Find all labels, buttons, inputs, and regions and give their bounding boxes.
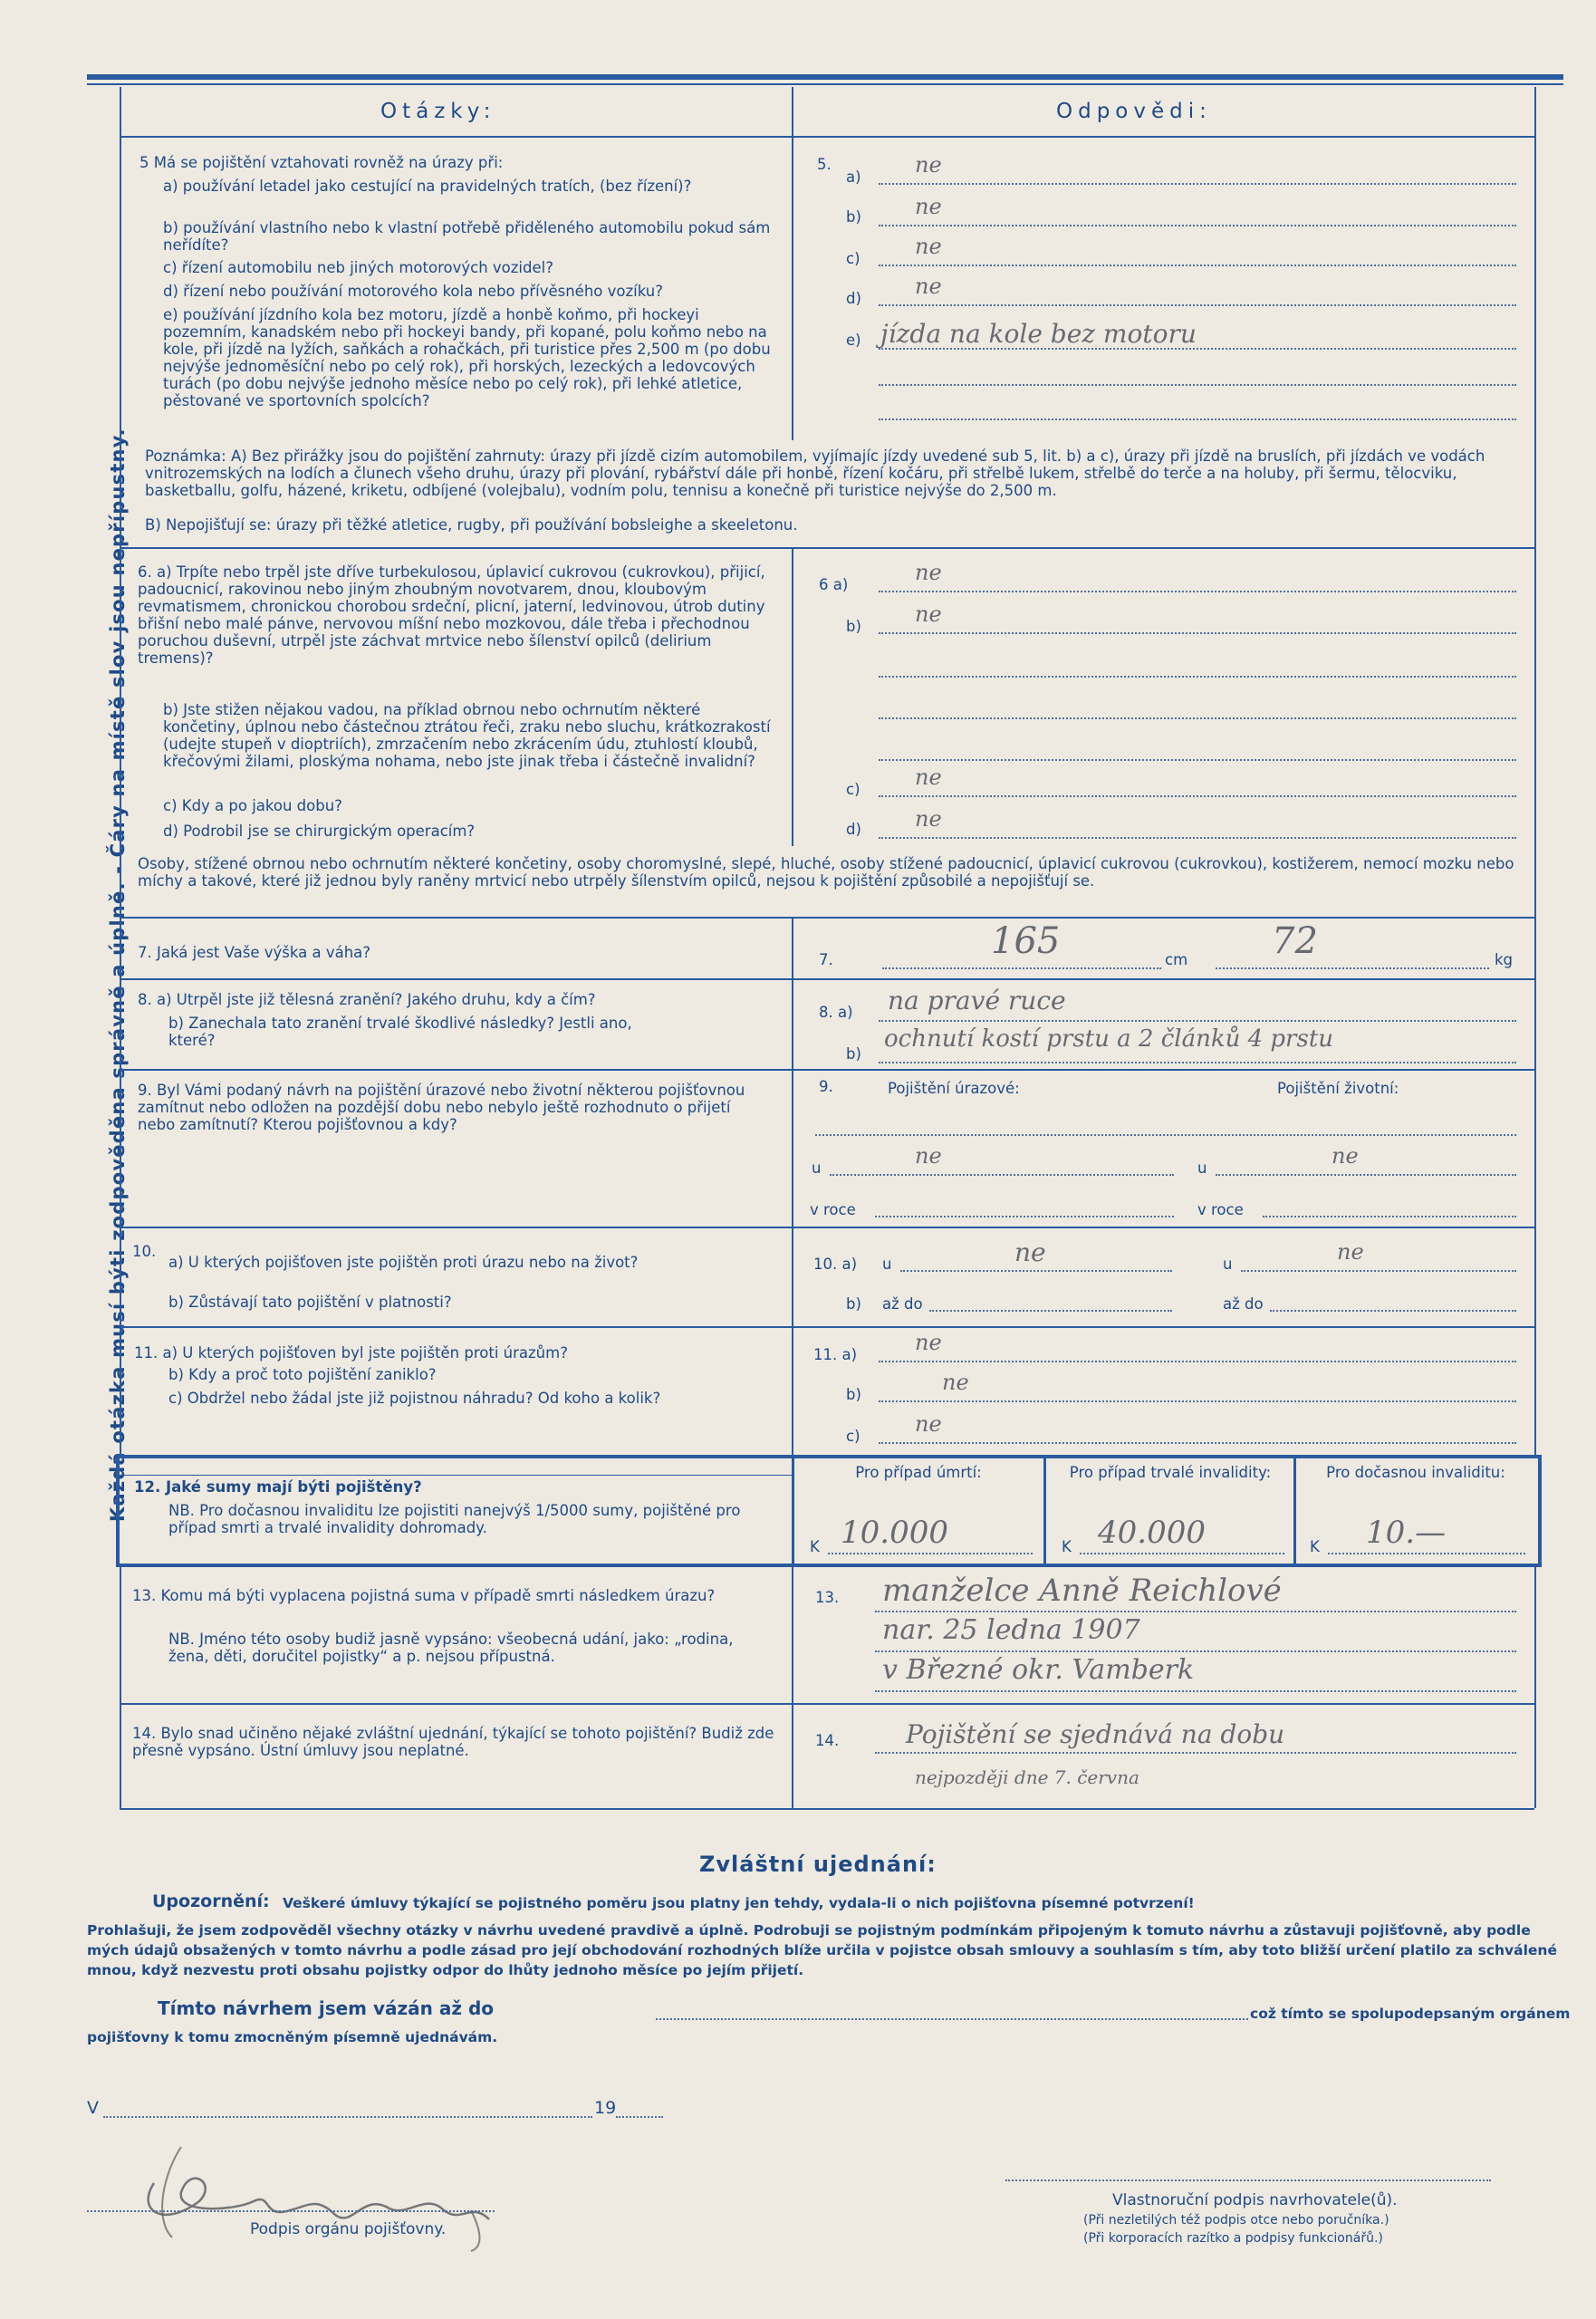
q9-num: 9. bbox=[819, 1078, 833, 1095]
rule-after-q9 bbox=[120, 1227, 1534, 1228]
q9-acc-label: Pojištění úrazové: bbox=[888, 1080, 1020, 1097]
top-rule bbox=[87, 74, 1563, 80]
q9-u-1-line bbox=[830, 1174, 1174, 1176]
place-line bbox=[103, 2116, 592, 2118]
q5-ans-num: 5. bbox=[817, 156, 832, 173]
q9-roce-2: v roce bbox=[1197, 1201, 1244, 1218]
q14-line1 bbox=[875, 1752, 1516, 1754]
q12-divider-3 bbox=[1293, 1458, 1296, 1564]
q10-b: b) Zůstávají tato pojištění v platnosti? bbox=[168, 1294, 452, 1311]
q5-ans-d: ne bbox=[915, 274, 942, 299]
q12-divider-2 bbox=[1043, 1458, 1046, 1564]
q5-ans-e-label: e) bbox=[846, 332, 861, 349]
rule-after-q13 bbox=[120, 1703, 1534, 1705]
q10-u-2: u bbox=[1223, 1256, 1233, 1273]
q6-ans-b: ne bbox=[915, 601, 942, 627]
q6-c: c) Kdy a po jakou dobu? bbox=[163, 797, 342, 814]
q6-ans-d-label: d) bbox=[846, 821, 861, 838]
q11-ans-a-label: 11. a) bbox=[813, 1346, 858, 1363]
left-border bbox=[120, 87, 121, 1455]
q10-u-1: u bbox=[882, 1256, 892, 1273]
q5-ans-a-line bbox=[879, 183, 1516, 185]
q9-u-2: u bbox=[1197, 1160, 1207, 1177]
top-rule-thin bbox=[87, 83, 1563, 85]
q10-a: a) U kterých pojišťoven jste pojištěn proti úrazu nebo na život? bbox=[168, 1254, 639, 1271]
place-v: V bbox=[87, 2098, 99, 2118]
q6-ans-c-label: c) bbox=[846, 781, 860, 798]
q13-nb: NB. Jméno této osoby budiž jasně vypsáno: všeobecná udání, jako: „rodina, žena, děti, doručitel pojistky“ a p. nejsou přípustná. bbox=[168, 1631, 734, 1665]
q14-ans-2: nejpozději dne 7. června bbox=[915, 1766, 1139, 1788]
q5-ans-e-line2 bbox=[879, 384, 1516, 386]
year-line bbox=[616, 2116, 663, 2118]
q10-num: 10. bbox=[132, 1243, 157, 1260]
q11-ans-c-label: c) bbox=[846, 1428, 860, 1445]
q5-ans-c-line bbox=[879, 265, 1516, 266]
bound-label: Tímto návrhem jsem vázán až do bbox=[158, 1997, 494, 2019]
q12-k2: K bbox=[1062, 1538, 1072, 1555]
q7-height-line bbox=[882, 967, 1161, 969]
q9-u-2-line bbox=[1216, 1174, 1516, 1176]
header-rule bbox=[120, 136, 1534, 138]
special-title: Zvláštní ujednání: bbox=[699, 1852, 937, 1877]
q6-d: d) Podrobil jse se chirurgickým operacím? bbox=[163, 823, 476, 840]
q12-h2: Pro případ trvalé invalidity: bbox=[1069, 1464, 1272, 1481]
q6-a: 6. a) Trpíte nebo trpěl jste dříve turbekulosou, úplavicí cukrovou (cukrovkou), přijicí, padoucnicí, rakovinou nebo jiným zhoubným novotvarem, dnou, kloubovým revmatismem, chronickou chorobou srdeční, plicní, jaterní, ledvinovou, útrob dutiny břišní nebo malé pánve, nervovou míšní nebo mozkovou, dále třeba i přechodnou poruchou duševní, utrpěl jste záchvat mrtvice nebo šílenství opilců (delirium tremens)? bbox=[138, 563, 765, 667]
q10-ans1: ne bbox=[1014, 1237, 1046, 1267]
q5-ans-d-label: d) bbox=[846, 290, 861, 307]
q5-ans-a-label: a) bbox=[846, 168, 861, 186]
q12-v2: 40.000 bbox=[1098, 1515, 1206, 1551]
q7-kg: kg bbox=[1495, 951, 1514, 968]
rule-after-q8 bbox=[120, 1069, 1534, 1071]
q6-b: b) Jste stižen nějakou vadou, na příklad obrnou nebo ochrnutím některé končetiny, úplnou nebo částečnou ztrátou řeči, zraku nebo sluchu, krátkozrakostí (udejte stupeň v dioptriích), zmrzačením nebo zkrácením údu, ztuhlostí kloubů, křečovými žilami, ploskýma nohama, nebo jste jinak třeba i částečně invalidní? bbox=[163, 701, 771, 770]
agent-signature-line bbox=[87, 2210, 495, 2212]
left-border-lower bbox=[120, 1564, 121, 1808]
q13-line1 bbox=[875, 1611, 1516, 1612]
right-border bbox=[1534, 87, 1536, 1455]
bound-c: pojišťovny k tomu zmocněným písemně ujednávám. bbox=[87, 2029, 498, 2045]
warning-text: Veškeré úmluvy týkající se pojistného poměru jsou platny jen tehdy, vydala-li o nich pojišťovna písemné potvrzení! bbox=[283, 1895, 1195, 1911]
q10-az-do-2: až do bbox=[1223, 1295, 1264, 1313]
q7-weight-line bbox=[1216, 967, 1489, 969]
rule-after-q14 bbox=[120, 1808, 1534, 1810]
q10-u-1-line bbox=[900, 1270, 1172, 1272]
q6-ans-c: ne bbox=[915, 765, 942, 790]
q6-footer: Osoby, stížené obrnou nebo ochrnutím některé končetiny, osoby choromyslné, slepé, hluché, osoby stížené padoucnicí, úplavicí cukrovou (cukrovkou), kostižerem, nemocí mozku nebo míchy a takové, které již jednou byly raněny mrtvicí nebo utrpěly šílenstvím opilců, nejsou k pojištění způsobilé a nepojišťují se. bbox=[138, 855, 1514, 890]
q13-line2 bbox=[875, 1650, 1516, 1652]
q10-az-do-1-line bbox=[929, 1310, 1172, 1312]
q9-roce-2-line bbox=[1263, 1216, 1516, 1217]
q11-ans-b: ne bbox=[942, 1370, 969, 1395]
q5-lead: 5 Má se pojištění vztahovati rovněž na úrazy při: bbox=[139, 154, 504, 171]
q8-b: b) Zanechala tato zranění trvalé škodlivé následky? Jestli ano, které? bbox=[168, 1015, 632, 1049]
q9-u-1: u bbox=[812, 1160, 822, 1177]
q11-ans-a: ne bbox=[915, 1330, 942, 1355]
rule-after-note bbox=[120, 547, 1534, 549]
q12-k3: K bbox=[1310, 1538, 1320, 1555]
own-signature-label: Vlastnoruční podpis navrhovatele(ů). bbox=[1112, 2191, 1398, 2209]
own-signature-line bbox=[1005, 2179, 1491, 2181]
q8-ans-b-label: b) bbox=[846, 1045, 861, 1063]
q6-ans-a-label: 6 a) bbox=[819, 576, 849, 593]
rule-after-q6 bbox=[120, 917, 1534, 919]
year-prefix: 19 bbox=[594, 2098, 617, 2118]
q6-ans-line5 bbox=[879, 759, 1516, 761]
q12-h3: Pro dočasnou invaliditu: bbox=[1326, 1464, 1505, 1481]
q9-ans1: ne bbox=[915, 1143, 942, 1169]
declaration: Prohlašuji, že jsem zodpověděl všechny otázky v návrhu uvedené pravdivě a úplně. Podrobuji se pojistným podmínkám připojeným k tomuto návrhu a zůstavuji pojišťovně, aby podle mých údajů obsažených v tomto návrhu a podle zásad pro její obchodování rozhodných blíže určila v pojistce obsah smlouvy a souhlasím s tím, aby toto bližší určení platilo za schválené mnou, když nezvestu proti obsahu pojistky odpor do lhůty jednoho měsíce po jejím přijetí. bbox=[87, 1922, 1557, 1978]
bound-line bbox=[656, 2018, 1248, 2020]
q9-roce-1-line bbox=[875, 1216, 1174, 1217]
q7-weight: 72 bbox=[1272, 920, 1318, 962]
q7-cm: cm bbox=[1165, 951, 1188, 968]
q14-question: 14. Bylo snad učiněno nějaké zvláštní ujednání, týkající se tohoto pojištění? Budiž zde přesně vypsáno. Ústní úmluvy jsou neplatné. bbox=[132, 1725, 774, 1759]
q14-ans-1: Pojištění se sjednává na dobu bbox=[906, 1719, 1285, 1749]
q5-ans-a: ne bbox=[915, 152, 942, 178]
q10-ans-b-label: b) bbox=[846, 1295, 861, 1313]
q13-ans-1: manželce Anně Reichlové bbox=[882, 1573, 1282, 1609]
q9-question: 9. Byl Vámi podaný návrh na pojištění úrazové nebo životní některou pojišťovnou zamítnut nebo odložen na pozdější dobu nebo nebylo ještě rozhodnuto o přijetí nebo zamítnutí? Kterou pojišťovnou a kdy? bbox=[138, 1082, 745, 1133]
q13-question: 13. Komu má býti vyplacena pojistná suma v případě smrti následkem úrazu? bbox=[132, 1587, 716, 1604]
q13-num: 13. bbox=[815, 1589, 840, 1606]
q10-u-2-line bbox=[1241, 1270, 1516, 1272]
q12-nb: NB. Pro dočasnou invaliditu lze pojistiti nanejvýš 1/5000 sumy, pojištěné pro případ smrti a trvalé invalidity dohromady. bbox=[168, 1502, 741, 1536]
q6-ans-c-line bbox=[879, 795, 1516, 797]
q6-ans-d-line bbox=[879, 837, 1516, 839]
q9-roce-1: v roce bbox=[810, 1201, 856, 1218]
q8-a: 8. a) Utrpěl jste již tělesná zranění? Jakého druhu, kdy a čím? bbox=[138, 991, 596, 1008]
rule-after-q7 bbox=[120, 978, 1534, 980]
q5-d: d) řízení nebo používání motorového kola nebo přívěsného vozíku? bbox=[163, 283, 663, 300]
q7-question: 7. Jaká jest Vaše výška a váha? bbox=[138, 944, 371, 961]
q10-ans-a-label: 10. a) bbox=[813, 1256, 858, 1273]
q10-ans2: ne bbox=[1337, 1239, 1364, 1265]
q11-c: c) Obdržel nebo žádal jste již pojistnou náhradu? Od koho a kolik? bbox=[168, 1390, 661, 1407]
q6-ans-a-line bbox=[879, 591, 1516, 592]
bound-b: což tímto se spolupodepsaným orgánem bbox=[1250, 2006, 1571, 2022]
q13-ans-3: v Březné okr. Vamberk bbox=[882, 1654, 1195, 1686]
q12-v3-line bbox=[1328, 1553, 1525, 1554]
q6-ans-d: ne bbox=[915, 806, 942, 832]
q5-ans-c-label: c) bbox=[846, 250, 860, 267]
answers-header: Odpovědi: bbox=[1056, 100, 1212, 123]
q8-ans-b: ochnutí kostí prstu a 2 článků 4 prstu bbox=[884, 1025, 1334, 1053]
column-divider-top bbox=[792, 87, 793, 440]
q5-ans-c: ne bbox=[915, 234, 942, 259]
q6-ans-b-label: b) bbox=[846, 618, 861, 635]
q14-num: 14. bbox=[815, 1732, 840, 1749]
q11-ans-c: ne bbox=[915, 1411, 942, 1437]
own-signature-note1: (Při nezletilých též podpis otce nebo poručníka.) bbox=[1083, 2213, 1389, 2228]
q13-line3 bbox=[875, 1690, 1516, 1692]
q5-b: b) používání vlastního nebo k vlastní potřebě přiděleného automobilu pokud sám neřídíte? bbox=[163, 219, 771, 254]
column-divider-q13-q14 bbox=[792, 1564, 793, 1808]
q8-ans-b-line bbox=[879, 1062, 1516, 1063]
q9-line1 bbox=[815, 1134, 1516, 1136]
q7-num: 7. bbox=[819, 951, 833, 968]
q9-ans2: ne bbox=[1332, 1143, 1359, 1169]
note-a: Poznámka: A) Bez přirážky jsou do pojištění zahrnuty: úrazy při jízdě cizím automobilem, vyjímajíc jízdy uvedené sub 5, lit. b) a c), úrazy při jízdě na bruslích, při jízdách ve vodách vnitrozemských na lodích a člunech všeho druhu, úrazy při plování, rybářství dále při honbě, řízení kočáru, při střelbě lukem, střelbě do terče a na holuby, při šermu, tělocviku, basketballu, golfu, házené, kriketu, odbíjené (volejbalu), vodním polu, tennisu a konečně při turistice nejvýše do 2,500 m. bbox=[145, 447, 1485, 499]
agent-signature-label: Podpis orgánu pojišťovny. bbox=[250, 2220, 447, 2238]
q12-divider-1 bbox=[792, 1458, 794, 1564]
column-divider-q7-q11 bbox=[792, 917, 793, 1457]
q5-ans-e: jízda na kole bez motoru bbox=[880, 319, 1197, 349]
note-b: B) Nepojišťují se: úrazy při těžké atletice, rugby, při používání bobsleighe a skeeletonu. bbox=[145, 516, 798, 534]
q12-h1: Pro případ úmrtí: bbox=[855, 1464, 982, 1481]
q11-ans-a-line bbox=[879, 1361, 1516, 1362]
right-border-lower bbox=[1534, 1564, 1536, 1808]
questions-header: Otázky: bbox=[380, 100, 496, 123]
q7-height: 165 bbox=[991, 920, 1061, 962]
q6-ans-b-line bbox=[879, 632, 1516, 634]
q13-ans-2: nar. 25 ledna 1907 bbox=[882, 1614, 1140, 1646]
q8-ans-a: na pravé ruce bbox=[888, 986, 1066, 1015]
q5-ans-b: ne bbox=[915, 194, 942, 219]
q5-e: e) používání jízdního kola bez motoru, jízdě a honbě koňmo, při hockeyi pozemním, kanadském nebo při hockeyi bandy, při kopané, polu koňmo nebo na kole, při jízdě na lyžích, saňkách a rohačkách, při turistice přes 2,500 m (po dobu nejvýše jednoměsíční nebo po celý rok), při horských, lezeckých a ledovcových turách (po dobu nejvýše jednoho měsíce nebo po celý rok), při lehké atletice, pěstované ve sportovních spolcích? bbox=[163, 306, 771, 409]
q8-ans-a-line bbox=[879, 1020, 1516, 1022]
q12-question: 12. Jaké sumy mají býti pojištěny? bbox=[134, 1478, 422, 1496]
q11-ans-b-label: b) bbox=[846, 1386, 861, 1403]
q6-ans-a: ne bbox=[915, 560, 942, 585]
q10-az-do-1: až do bbox=[882, 1295, 923, 1313]
q11-b: b) Kdy a proč toto pojištění zaniklo? bbox=[168, 1366, 437, 1383]
q5-ans-e-line3 bbox=[879, 419, 1516, 420]
q5-ans-b-line bbox=[879, 225, 1516, 226]
q5-a: a) používání letadel jako cestující na pravidelných tratích, (bez řízení)? bbox=[163, 178, 692, 195]
q5-ans-b-label: b) bbox=[846, 208, 861, 226]
column-divider-q6 bbox=[792, 547, 793, 846]
q12-v2-line bbox=[1080, 1553, 1284, 1554]
warning-label: Upozornění: bbox=[152, 1891, 270, 1911]
q11-ans-c-line bbox=[879, 1442, 1516, 1444]
q5-c: c) řízení automobilu neb jiných motorových vozidel? bbox=[163, 259, 553, 276]
q11-ans-b-line bbox=[879, 1400, 1516, 1402]
q6-ans-line3 bbox=[879, 676, 1516, 678]
own-signature-note2: (Při korporacích razítko a podpisy funkcionářů.) bbox=[1083, 2231, 1383, 2246]
q12-v1: 10.000 bbox=[841, 1515, 948, 1551]
q8-ans-a-label: 8. a) bbox=[819, 1004, 853, 1021]
rule-after-q10 bbox=[120, 1326, 1534, 1328]
q11-a: 11. a) U kterých pojišťoven byl jste pojištěn proti úrazům? bbox=[134, 1344, 568, 1362]
side-note: Každá otázka musí býti zodpověděna správně a úplně. - Čáry na místě slov jsou nepřípustny. bbox=[107, 428, 129, 1522]
q12-v1-line bbox=[828, 1553, 1033, 1554]
q10-az-do-2-line bbox=[1270, 1310, 1516, 1312]
q6-ans-line4 bbox=[879, 717, 1516, 719]
q5-ans-d-line bbox=[879, 304, 1516, 306]
q12-v3: 10.— bbox=[1366, 1515, 1447, 1551]
q9-life-label: Pojištění životní: bbox=[1277, 1080, 1399, 1097]
q12-k1: K bbox=[810, 1538, 820, 1555]
q12-left-rule bbox=[120, 1475, 792, 1476]
